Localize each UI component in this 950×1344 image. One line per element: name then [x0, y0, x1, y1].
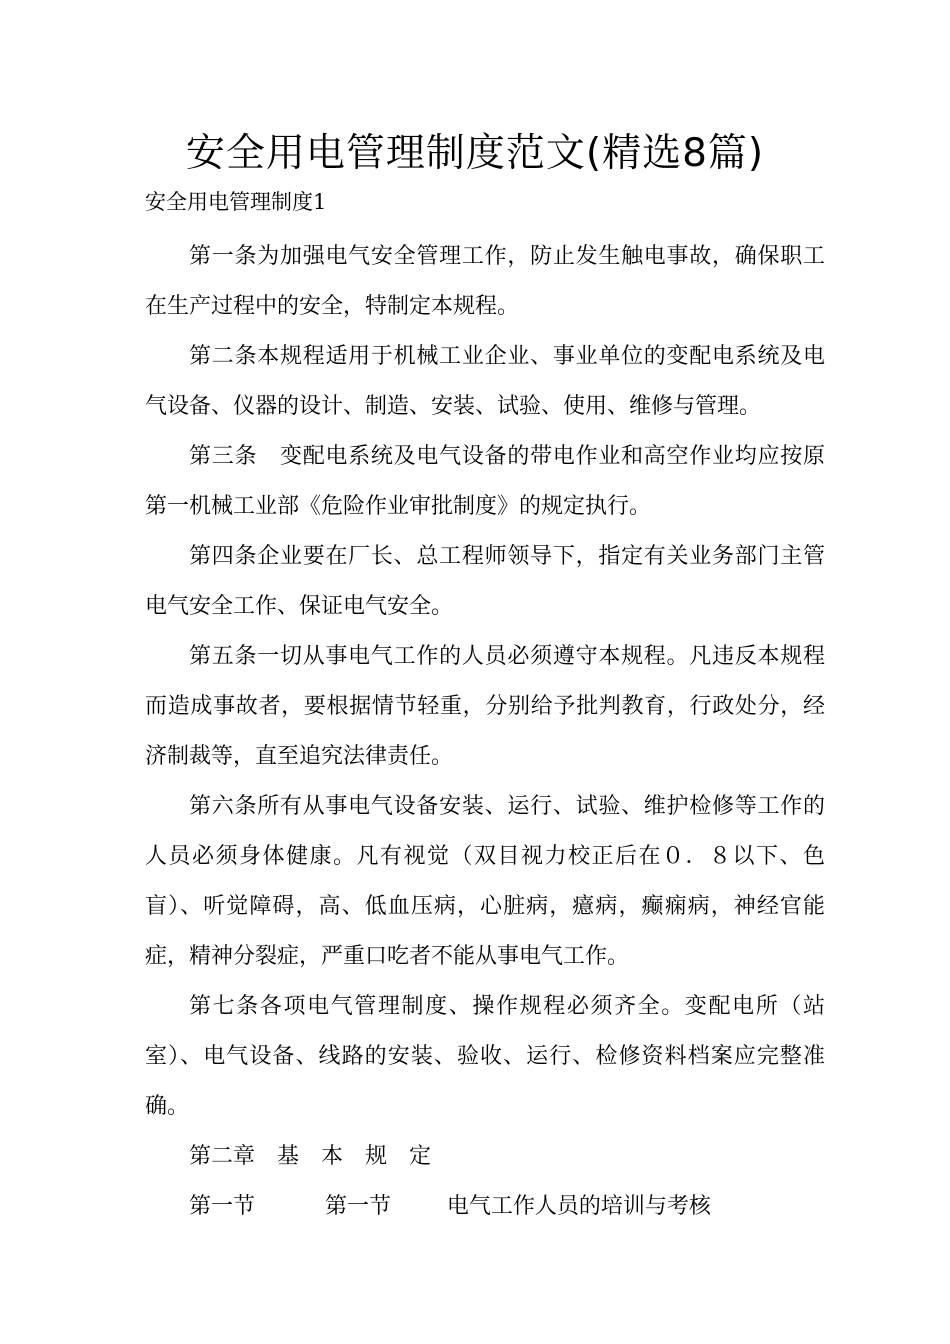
document-title: 安全用电管理制度范文(精选8篇) [185, 131, 765, 176]
section-line-part-2: 第一节 [324, 1194, 391, 1219]
chapter-heading: 第二章 基 本 规 定 [189, 1144, 432, 1169]
paragraph-article-7: 第七条各项电气管理制度、操作规程必须齐全。变配电所（站室）、电气设备、线路的安装、验收、运行、检修资料档案应完整准确。 [145, 994, 825, 1119]
paragraph-article-4: 第四条企业要在厂长、总工程师领导下，指定有关业务部门主管电气安全工作、保证电气安全。 [145, 544, 825, 619]
paragraph-article-2: 第二条本规程适用于机械工业企业、事业单位的变配电系统及电气设备、仪器的设计、制造、安装、试验、使用、维修与管理。 [145, 344, 825, 419]
paragraph-article-3: 第三条 变配电系统及电气设备的带电作业和高空作业均应按原第一机械工业部《危险作业审批制度》的规定执行。 [145, 444, 825, 519]
section-line [145, 1182, 825, 1232]
section-heading: 安全用电管理制度1 [145, 190, 327, 214]
section-line-part-1: 第一节 [189, 1194, 256, 1219]
paragraph-article-5: 第五条一切从事电气工作的人员必须遵守本规程。凡违反本规程而造成事故者，要根据情节轻重，分别给予批判教育，行政处分，经济制裁等，直至追究法律责任。 [145, 644, 825, 769]
section-line-part-3: 电气工作人员的培训与考核 [446, 1194, 711, 1219]
paragraph-article-1: 第一条为加强电气安全管理工作，防止发生触电事故，确保职工在生产过程中的安全，特制定本规程。 [145, 244, 825, 319]
paragraph-article-6: 第六条所有从事电气设备安装、运行、试验、维护检修等工作的人员必须身体健康。凡有视觉（双目视力校正后在０．８以下、色盲）、听觉障碍，高、低血压病，心脏病，癔病，癫痫病，神经官能症，精神分裂症，严重口吃者不能从事电气工作。 [145, 794, 825, 969]
document-body [145, 232, 825, 1232]
